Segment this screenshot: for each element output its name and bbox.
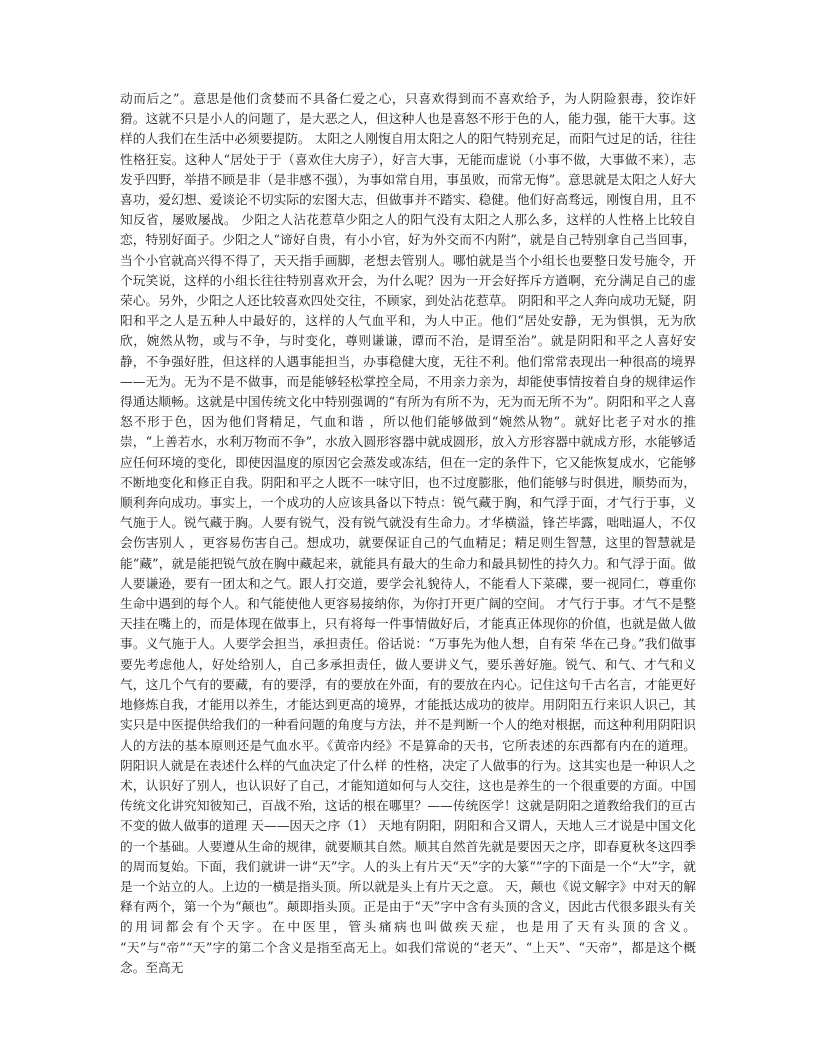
document-page — [120, 89, 696, 978]
body-text: 动而后之”。意思是他们贪婪而不具备仁爱之心，只喜欢得到而不喜欢给予，为人阴险狠毒，狡诈奸猾。这就不只是小人的问题了，是大恶之人，但这种人也是喜怒不形于色的人，能力强，能干大事。这样的人我们在生活中必须要提防。 太阳之人刚愎自用太阳之人的阳气特别充足，而阳气过足的话，往往性格狂妄。这种人“居处于于（喜欢住大房子），好言大事，无能而虚说（小事不做，大事做不来），志发乎四野，举措不顾是非（是非感不强），为事如常自用，事虽败，而常无悔”。意思就是太阳之人好大喜功，爱幻想、爱谈论不切实际的宏图大志，但做事并不踏实、稳健。他们好高骛远，刚愎自用，且不知反省，屡败屡战。 少阳之人沾花惹草少阳之人的阳气没有太阳之人那么多，这样的人性格上比较自恋，特别好面子。少阳之人“谛好自贵，有小小官，好为外交而不内附”，就是自己特别拿自己当回事，当个小官就高兴得不得了，天天指手画脚，老想去管别人。哪怕就是当个小组长也要整日发号施令，开个玩笑说，这样的小组长往往特别喜欢开会，为什么呢？因为一开会好挥斥方遒啊，充分满足自己的虚荣心。另外，少阳之人还比较喜欢四处交往，不顾家，到处沾花惹草。 阴阳和平之人奔向成功无疑，阴阳和平之人是五种人中最好的，这样的人气血平和，为人中正。他们“居处安静，无为惧惧，无为欣欣，婉然从物，或与不争，与时变化，尊则谦谦，谭而不治，是谓至治”。就是阴阳和平之人喜好安静，不争强好胜，但这样的人遇事能担当，办事稳健大度，无往不利。他们常常表现出一种很高的境界——无为。无为不是不做事，而是能够轻松掌控全局，不用亲力亲为，却能使事情按着自身的规律运作得通达顺畅。这就是中国传统文化中特别强调的“有所为有所不为，无为而无所不为”。阴阳和平之人喜怒不形于色，因为他们肾精足，气血和谐 ，所以他们能够做到“婉然从物”。就好比老子对水的推崇，“上善若水，水利万物而不争”，水放入圆形容器中就成圆形，放入方形容器中就成方形，水能够适应任何环境的变化，即使因温度的原因它会蒸发或冻结，但在一定的条件下，它又能恢复成水，它能够不断地变化和修正自我。阴阳和平之人既不一味守旧，也不过度膨胀，他们能够与时俱进，顺势而为，顺利奔向成功。事实上，一个成功的人应该具备以下特点：锐气藏于胸，和气浮于面，才气行于事，义气施于人。锐气藏于胸。人要有锐气，没有锐气就没有生命力。才华横溢，锋芒毕露，咄咄逼人，不仅会伤害别人 ，更容易伤害自己。想成功，就要保证自己的气血精足；精足则生智慧，这里的智慧就是能“藏”，就是能把锐气放在胸中藏起来，就能具有最大的生命力和最具韧性的持久力。和气浮于面。做人要谦逊，要有一团太和之气。跟人打交道，要学会礼貌待人，不能看人下菜碟，要一视同仁，尊重你生命中遇到的每个人。和气能使他人更容易接纳你，为你打开更广阔的空间。 才气行于事。才气不是整天挂在嘴上的，而是体现在做事上，只有将每一件事情做好后，才能真正体现你的价值，也就是做人做事。义气施于人。人要学会担当，承担责任。俗话说：“万事先为他人想，自有荣 华在己身。”我们做事要先考虑他人，好处给别人，自己多承担责任，做人要讲义气，要乐善好施。锐气、和气、才气和义气，这几个气有的要藏，有的要浮，有的要放在外面，有的要放在内心。记住这句千古名言，才能更好地修炼自我，才能用以养生，才能达到更高的境界，才能抵达成功的彼岸。用阴阳五行来识人识己，其实只是中医提供给我们的一种看问题的角度与方法，并不是判断一个人的绝对根据，而这种利用阴阳识人的方法的基本原则还是气血水平。《黄帝内经》不是算命的天书，它所表述的东西都有内在的道理。阴阳识人就是在表述什么样的气血决定了什么样 的性格，决定了人做事的行为。这其实也是一种识人之术，认识好了别人，也认识好了自己，才能知道如何与人交往，这也是养生的一个很重要的方面。中国传统文化讲究知彼知己，百战不殆，这话的根在哪里？——传统医学！这就是阴阳之道教给我们的亘古不变的做人做事的道理 天——因天之序（1） 天地有阴阳，阴阳和合又谓人，天地人三才说是中国文化的一个基础。人要遵从生命的规律，就要顺其自然。顺其自然首先就是要因天之序，即春夏秋冬这四季的周而复始。下面，我们就讲一讲“天”字。人的头上有片天“天”字的大篆“”字的下面是一个“大”字，就是一个站立的人。上边的一横是指头顶。所以就是头上有片天之意。 天，颠也《说文解字》中对天的解释有两个，第一个为“颠也”。颠即指头顶。正是由于“天”字中含有头顶的含义，因此古代很多跟头有关的用词都会有个天字。在中医里，管头痛病也叫做疾天症，也是用了天有头顶的含义。 “天”与“帝”“天”字的第二个含义是指至高无上。如我们常说的“老天”、“上天”、“天帝”，都是这个概念。至高无 — [120, 91, 696, 975]
